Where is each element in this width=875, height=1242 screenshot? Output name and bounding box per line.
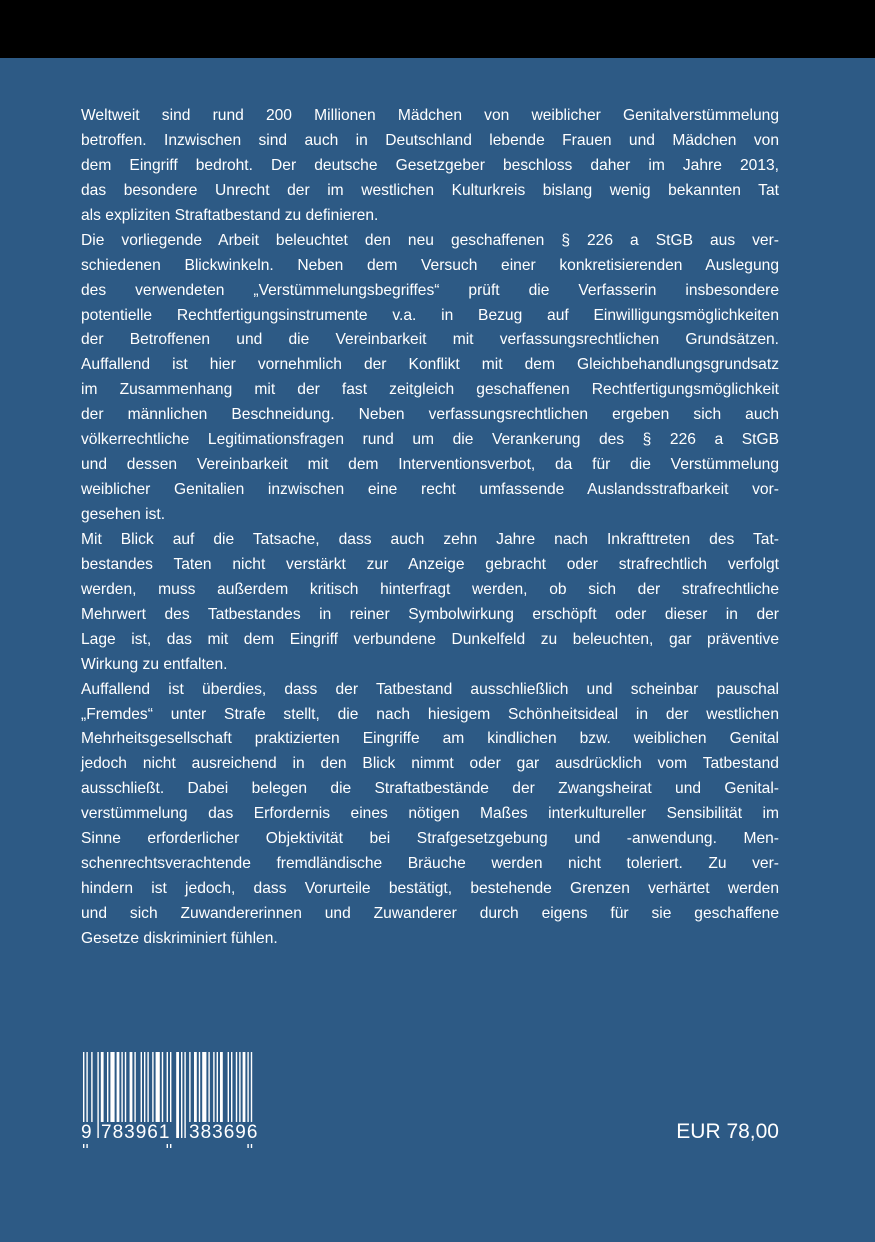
text-line: verstümmelung das Erfordernis eines nötigen Maßes interkultureller Sensibilität im bbox=[81, 805, 779, 823]
text-line: „Fremdes“ unter Strafe stellt, die nach hiesigem Schönheitsideal in der westlichen bbox=[81, 705, 779, 723]
text-line: dem Eingriff bedroht. Der deutsche Gesetzgeber beschloss daher im Jahre 2013, bbox=[81, 156, 779, 174]
text-line: und sich Zuwandererinnen und Zuwanderer durch eigens für sie geschaffene bbox=[81, 905, 779, 922]
text-line: völkerrechtliche Legitimationsfragen rund um die Verankerung des § 226 a StGB bbox=[81, 431, 779, 449]
text-line: hindern ist jedoch, dass Vorurteile bestätigt, bestehende Grenzen verhärtet werden bbox=[81, 880, 779, 898]
text-line: Auffallend ist überdies, dass der Tatbestand ausschließlich und scheinbar pauschal bbox=[81, 680, 779, 698]
barcode-bar bbox=[176, 1052, 179, 1138]
text-line: der männlichen Beschneidung. Neben verfassungsrechtlichen ergeben sich auch bbox=[81, 406, 779, 424]
text-line: schiedenen Blickwinkeln. Neben dem Versuch einer konkretisierenden Auslegung bbox=[81, 256, 779, 274]
text-line: Gesetze diskriminiert fühlen. bbox=[81, 929, 278, 947]
price: EUR 78,00 bbox=[676, 1120, 779, 1143]
text-line: als expliziten Straftatbestand zu definieren. bbox=[81, 206, 379, 224]
barcode-bar bbox=[184, 1052, 185, 1138]
text-line: Die vorliegende Arbeit beleuchtet den neu geschaffenen § 226 a StGB aus ver- bbox=[81, 231, 779, 249]
text-line: potentielle Rechtfertigungsinstrumente v.a. in Bezug auf Einwilligungsmöglichkeiten bbox=[81, 306, 779, 324]
text-line: bestandes Taten nicht verstärkt zur Anzeige gebracht oder strafrechtlich verfolgt bbox=[81, 555, 779, 573]
isbn-barcode bbox=[81, 1052, 276, 1148]
back-cover-blurb bbox=[81, 104, 779, 952]
text-line: der Betroffenen und die Vereinbarkeit mit verfassungsrechtlichen Grundsätzen. bbox=[81, 331, 779, 349]
isbn-group-1: 783961 bbox=[101, 1122, 171, 1143]
text-line: schenrechtsverachtende fremdländische Bräuche werden nicht toleriert. Zu ver- bbox=[81, 855, 779, 873]
text-line: ausschließt. Dabei belegen die Straftatbestände der Zwangsheirat und Genital- bbox=[81, 780, 779, 798]
text-line: Mehrwert des Tatbestandes in reiner Symbolwirkung erschöpft oder dieser in der bbox=[81, 605, 779, 623]
text-line: Wirkung zu entfalten. bbox=[81, 655, 228, 673]
text-line: Auffallend ist hier vornehmlich der Konflikt mit dem Gleichbehandlungsgrundsatz bbox=[81, 356, 779, 374]
text-line: Weltweit sind rund 200 Millionen Mädchen von weiblicher Genitalverstümmelung bbox=[81, 107, 779, 124]
text-line: und dessen Vereinbarkeit mit dem Interventionsverbot, da für die Verstümmelung bbox=[81, 456, 779, 474]
text-line: im Zusammenhang mit der fast zeitgleich geschaffenen Rechtfertigungsmöglichkeit bbox=[81, 381, 779, 399]
text-line: des verwendeten „Verstümmelungsbegriffes“ prüft die Verfasserin insbesondere bbox=[81, 281, 779, 299]
text-line: jedoch nicht ausreichend in den Blick nimmt oder gar ausdrücklich vom Tatbestand bbox=[81, 755, 779, 773]
isbn-group-2: 383696 bbox=[189, 1122, 259, 1143]
text-line: Sinne erforderlicher Objektivität bei Strafgesetzgebung und -anwendung. Men- bbox=[81, 830, 779, 848]
text-line: weiblicher Genitalien inzwischen eine recht umfassende Auslandsstrafbarkeit vor- bbox=[81, 481, 779, 499]
text-line: Mehrheitsgesellschaft praktizierten Eingriffe am kindlichen bzw. weiblichen Genital bbox=[81, 730, 779, 748]
text-line: Mit Blick auf die Tatsache, dass auch zehn Jahre nach Inkrafttreten des Tat- bbox=[81, 530, 779, 548]
barcode-bar bbox=[181, 1052, 182, 1138]
text-line: betroffen. Inzwischen sind auch in Deutschland lebende Frauen und Mädchen von bbox=[81, 131, 779, 149]
text-line: Lage ist, das mit dem Eingriff verbundene Dunkelfeld zu beleuchten, gar präventive bbox=[81, 630, 779, 648]
text-line: werden, muss außerdem kritisch hinterfragt werden, ob sich der strafrechtliche bbox=[81, 580, 779, 598]
text-line: gesehen ist. bbox=[81, 506, 166, 523]
text-line: das besondere Unrecht der im westlichen Kulturkreis bislang wenig bekannten Tat bbox=[81, 181, 779, 199]
top-black-bar bbox=[0, 0, 875, 58]
isbn-first-digit: 9 bbox=[81, 1122, 93, 1143]
